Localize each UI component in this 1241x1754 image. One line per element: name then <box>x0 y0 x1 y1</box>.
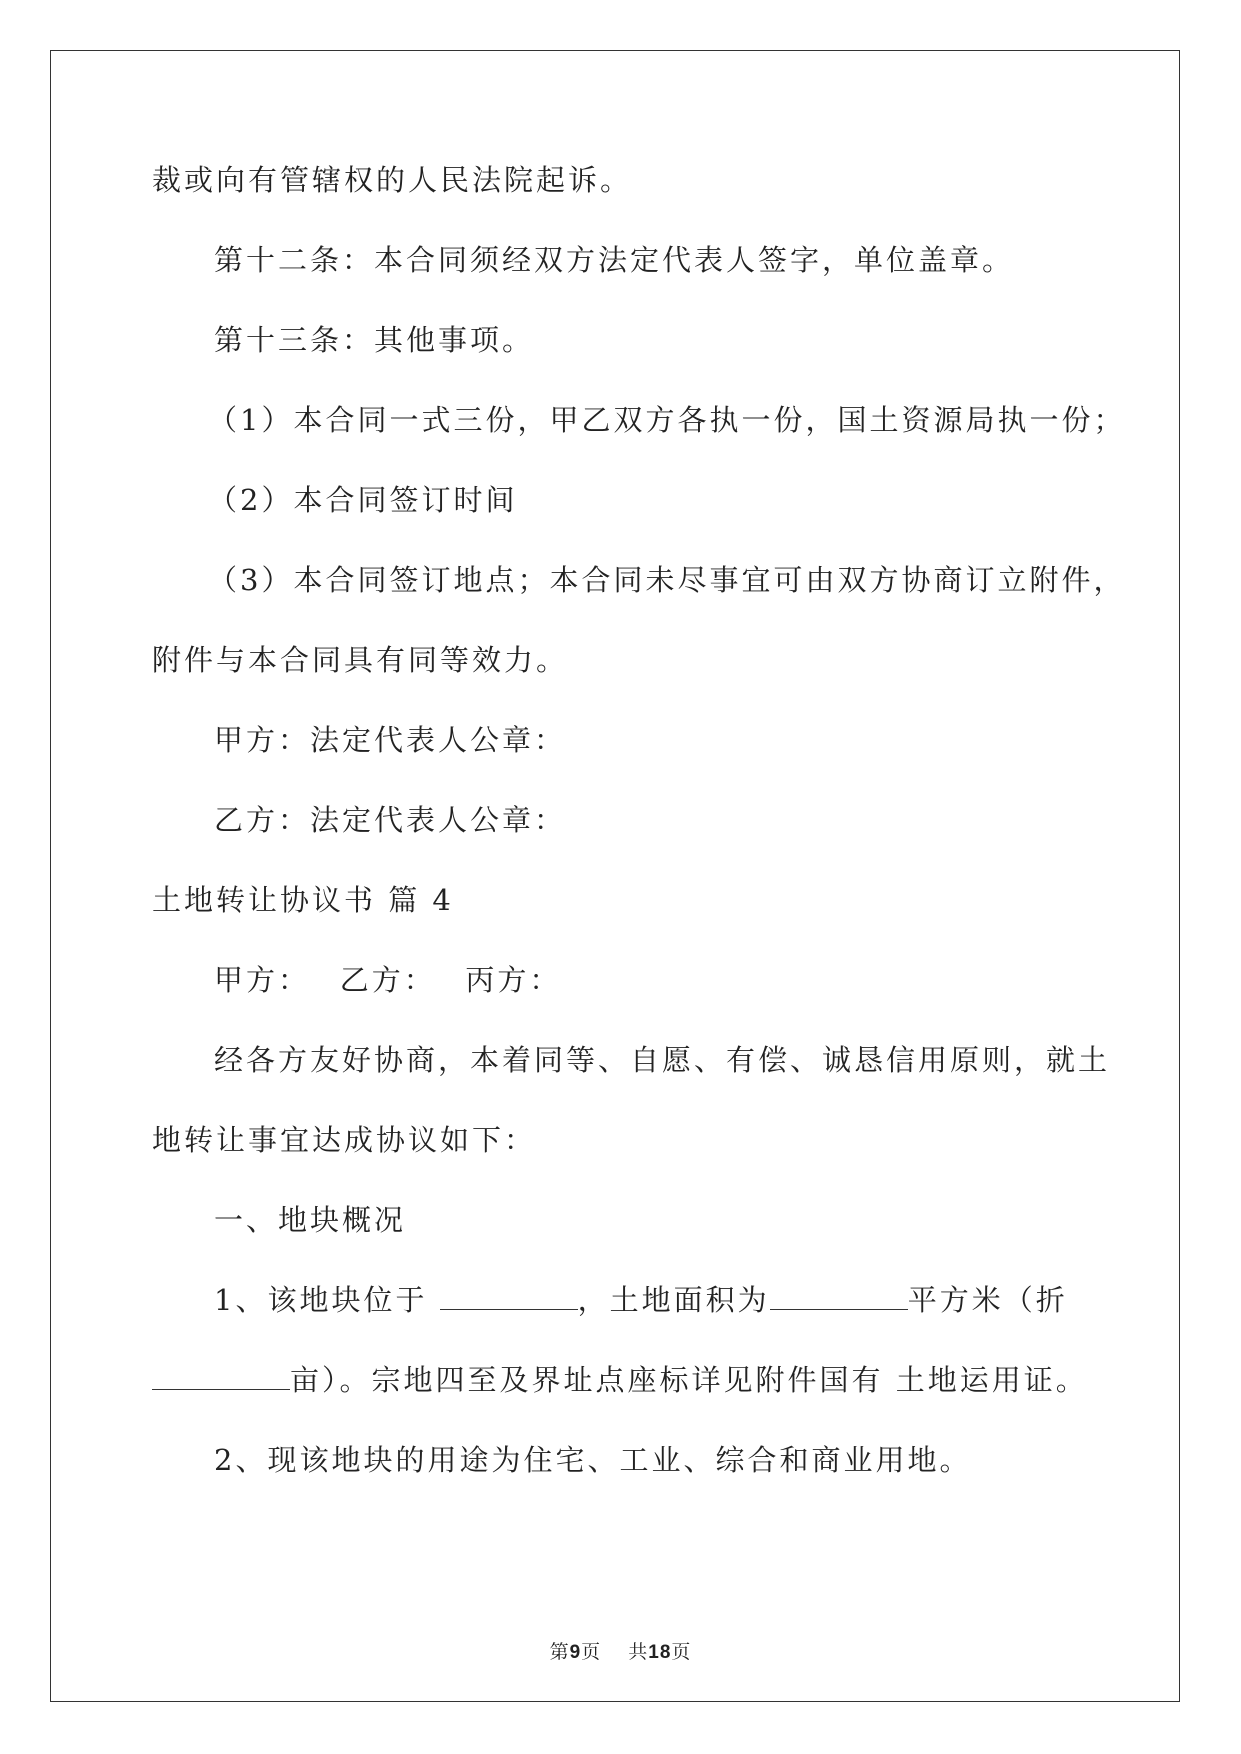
page-suffix: 页 <box>581 1641 602 1663</box>
mu-blank <box>152 1363 290 1390</box>
total-pages: 18 <box>648 1642 672 1663</box>
item-1-line <box>214 1280 1068 1320</box>
page-prefix: 第 <box>549 1641 570 1663</box>
subsection-heading: 一、地块概况 <box>214 1203 407 1237</box>
item-1-text-c: 平方米（折 <box>907 1283 1068 1317</box>
party-b-seal: 乙方：法定代表人公章： <box>214 803 567 837</box>
article-13: 第十三条：其他事项。 <box>214 323 535 357</box>
item-1-line-2 <box>152 1360 1088 1400</box>
location-blank <box>440 1283 578 1310</box>
paragraph-line: 地转让事宜达成协议如下： <box>152 1123 537 1157</box>
parties-line: 甲方： 乙方： 丙方： <box>214 963 562 997</box>
paragraph-line: 裁或向有管辖权的人民法院起诉。 <box>152 163 633 197</box>
item-1-text-a: 1、该地块位于 <box>214 1283 428 1317</box>
intro-paragraph: 经各方友好协商，本着同等、自愿、有偿、诚恳信用原则，就土 <box>214 1043 1111 1077</box>
item-2-line: 2、现该地块的用途为住宅、工业、综合和商业用地。 <box>214 1443 972 1477</box>
article-13-item-2: （2）本合同签订时间 <box>208 483 518 517</box>
section-heading: 土地转让协议书 篇 4 <box>152 883 454 917</box>
total-suffix: 页 <box>671 1641 692 1663</box>
party-a-seal: 甲方：法定代表人公章： <box>214 723 567 757</box>
page-footer <box>0 1640 1241 1665</box>
area-blank <box>770 1283 908 1310</box>
article-13-item-3: （3）本合同签订地点；本合同未尽事宜可由双方协商订立附件， <box>208 563 1126 597</box>
item-1-text-d: 亩）。宗地四至及界址点座标详见附件国有 土地运用证。 <box>290 1363 1088 1397</box>
item-1-text-b: ，土地面积为 <box>577 1283 770 1317</box>
article-12: 第十二条：本合同须经双方法定代表人签字，单位盖章。 <box>214 243 1015 277</box>
page-number: 9 <box>569 1642 582 1663</box>
article-13-item-1: （1）本合同一式三份，甲乙双方各执一份，国土资源局执一份； <box>208 403 1126 437</box>
total-prefix: 共 <box>628 1641 649 1663</box>
paragraph-line: 附件与本合同具有同等效力。 <box>152 643 569 677</box>
